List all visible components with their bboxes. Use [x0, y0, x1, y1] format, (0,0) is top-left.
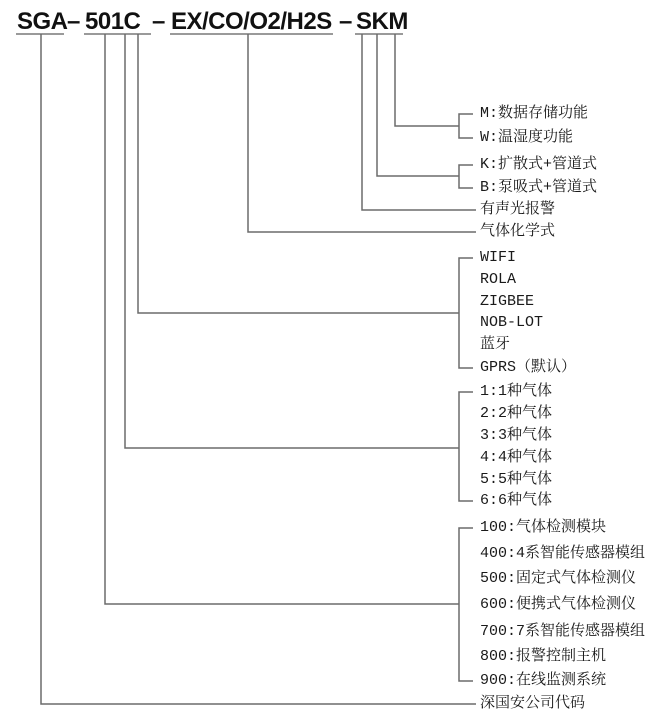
- legend-item-series-900: 900:在线监测系统: [480, 672, 607, 689]
- legend-item-nob-lot: NOB-LOT: [480, 314, 544, 331]
- legend-item-gprs: GPRS（默认）: [480, 359, 577, 376]
- model-code-dash-3: –: [339, 8, 352, 35]
- bracket-k-b: [459, 165, 473, 188]
- legend-item-gas-1: 1:1种气体: [480, 383, 553, 400]
- legend-item-m-storage: M:数据存储功能: [480, 105, 589, 122]
- model-code-dash-2: –: [152, 8, 165, 35]
- bracket-gas-count: [459, 392, 473, 501]
- legend-item-company-code: 深国安公司代码: [480, 695, 586, 712]
- legend-item-series-500: 500:固定式气体检测仪: [480, 570, 637, 587]
- legend-item-series-400: 400:4系智能传感器模组: [480, 545, 646, 562]
- legend-item-gas-formula: 气体化学式: [480, 223, 556, 240]
- legend-item-wifi: WIFI: [480, 249, 517, 266]
- model-code-suffix: SKM: [356, 8, 408, 35]
- legend-item-gas-2: 2:2种气体: [480, 405, 553, 422]
- bracket-comm: [459, 258, 473, 368]
- legend-item-series-100: 100:气体检测模块: [480, 519, 607, 536]
- legend-item-bluetooth: 蓝牙: [480, 336, 511, 353]
- model-code-dash-1: –: [67, 8, 80, 35]
- legend-item-series-600: 600:便携式气体检测仪: [480, 596, 637, 613]
- connector-gas-count: [125, 34, 459, 448]
- legend-item-zigbee: ZIGBEE: [480, 293, 535, 310]
- legend-item-sound-alarm: 有声光报警: [480, 201, 556, 218]
- model-code-series: 501C: [85, 8, 141, 35]
- legend-item-b-pump: B:泵吸式+管道式: [480, 179, 598, 196]
- model-code-prefix: SGA: [17, 8, 68, 35]
- connector-k: [377, 34, 459, 176]
- bracket-series: [459, 528, 473, 681]
- legend-item-k-diffusion: K:扩散式+管道式: [480, 156, 598, 173]
- legend-item-gas-3: 3:3种气体: [480, 427, 553, 444]
- legend-item-series-800: 800:报警控制主机: [480, 648, 607, 665]
- legend-item-gas-6: 6:6种气体: [480, 492, 553, 509]
- legend-item-gas-5: 5:5种气体: [480, 471, 553, 488]
- legend-item-gas-4: 4:4种气体: [480, 449, 553, 466]
- connector-series: [105, 34, 459, 604]
- connector-c: [138, 34, 459, 313]
- model-code-gases: EX/CO/O2/H2S: [171, 8, 332, 35]
- legend-item-series-700: 700:7系智能传感器模组: [480, 623, 646, 640]
- bracket-m-w: [459, 114, 473, 138]
- connector-m: [395, 34, 459, 126]
- legend-item-w-temp: W:温湿度功能: [480, 129, 574, 146]
- legend-item-rola: ROLA: [480, 271, 517, 288]
